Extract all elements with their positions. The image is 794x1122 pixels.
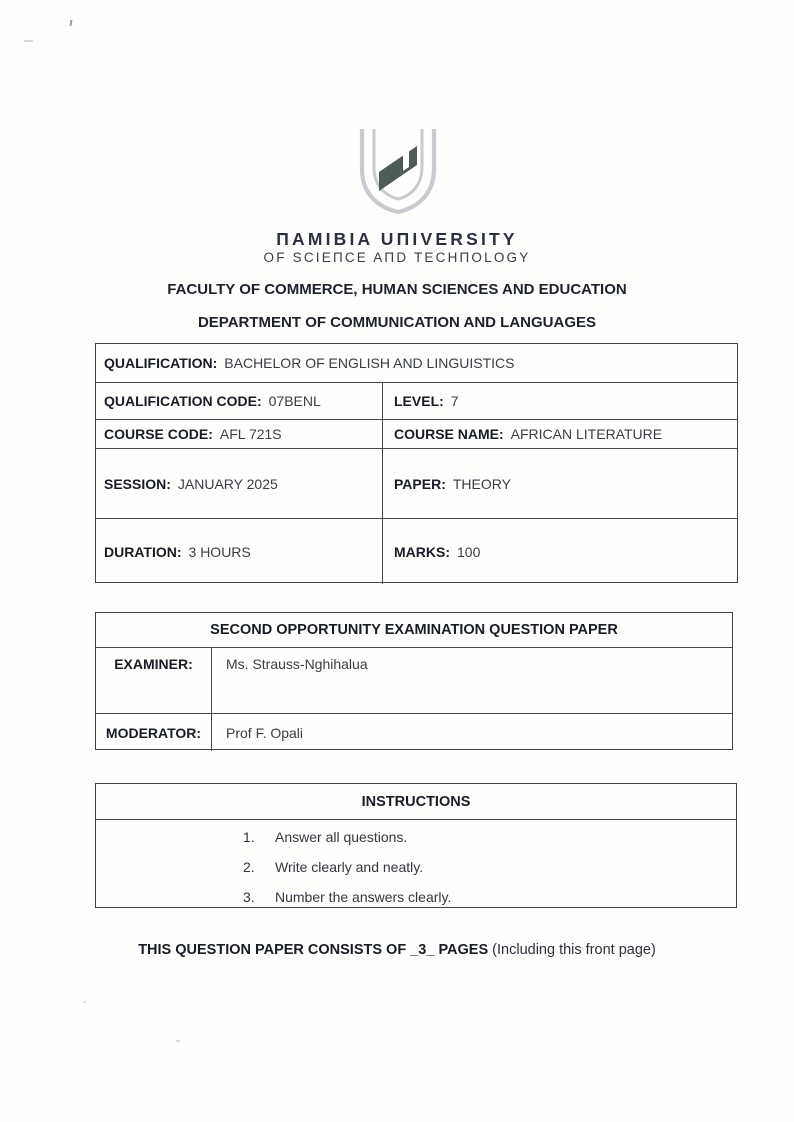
table-row [96,518,737,584]
course-name-cell [382,420,737,448]
instructions-title: INSTRUCTIONS [361,793,471,810]
page-count-note: (Including this front page) [492,942,656,958]
examiner-table [95,612,733,750]
nust-shield-logo-icon [349,126,447,223]
course-code-value: AFL 721S [219,426,282,442]
page-count-line [0,942,794,958]
scan-artifact [24,40,33,42]
qualification-label: QUALIFICATION: [104,355,218,371]
table-row [96,344,737,382]
qualification-value: BACHELOR OF ENGLISH AND LINGUISTICS [224,355,515,371]
table-row [96,448,737,518]
instruction-item [243,829,736,845]
instructions-table [95,783,737,908]
table-row [96,382,737,419]
examiner-value [211,648,732,713]
paper-cell [382,449,737,518]
table-row [96,613,732,647]
level-cell [382,383,737,419]
instruction-text: Number the answers clearly. [275,889,452,905]
duration-cell [96,519,382,584]
level-label: LEVEL: [394,393,444,409]
university-name: ПAMIBIA UПIVERSITY [276,229,518,249]
instruction-number: 2. [243,859,255,875]
instruction-number: 3. [243,889,255,905]
moderator-name: Prof F. Opali [226,724,304,741]
course-code-cell [96,420,382,448]
faculty-heading: FACULTY OF COMMERCE, HUMAN SCIENCES AND EDUCATION [167,281,627,298]
scan-artifact [83,1001,86,1003]
course-code-label: COURSE CODE: [104,426,213,442]
table-row [96,713,732,751]
table-row [96,784,736,819]
qualification-code-label: QUALIFICATION CODE: [104,393,262,409]
course-name-value: AFRICAN LITERATURE [510,426,663,442]
paper-value: THEORY [452,475,511,492]
session-value: JANUARY 2025 [177,475,278,492]
instructions-body [96,819,736,909]
paper-label: PAPER: [394,475,446,492]
marks-cell [382,519,737,584]
instruction-number: 1. [243,829,255,845]
page-count-bold: THIS QUESTION PAPER CONSISTS OF _3_ PAGES [138,942,489,958]
scan-artifact [70,20,73,26]
qualification-code-cell [96,383,382,419]
instruction-item [243,889,736,905]
session-cell [96,449,382,518]
table-row [96,419,737,448]
scan-artifact [176,1040,180,1042]
examiner-name: Ms. Strauss-Nghihalua [226,656,368,672]
marks-label: MARKS: [394,543,450,560]
table-row [96,647,732,713]
university-subtitle: OF SCIEПCE AПD TECHПOLOGY [263,250,531,265]
duration-value: 3 HOURS [188,543,251,560]
course-info-table [95,343,738,583]
level-value: 7 [450,393,459,409]
moderator-label: MODERATOR: [105,724,202,741]
moderator-value [211,714,732,751]
duration-label: DURATION: [104,543,182,560]
marks-value: 100 [457,543,481,560]
session-label: SESSION: [104,475,171,492]
instruction-text: Answer all questions. [275,829,408,845]
exam-paper-title: SECOND OPPORTUNITY EXAMINATION QUESTION PAPER [210,622,618,638]
course-name-label: COURSE NAME: [394,426,504,442]
instruction-text: Write clearly and neatly. [275,859,424,875]
qualification-code-value: 07BENL [268,393,321,409]
qualification-cell [96,344,737,382]
instruction-item [243,859,736,875]
examiner-label: EXAMINER: [114,656,193,672]
department-heading: DEPARTMENT OF COMMUNICATION AND LANGUAGES [197,314,597,331]
